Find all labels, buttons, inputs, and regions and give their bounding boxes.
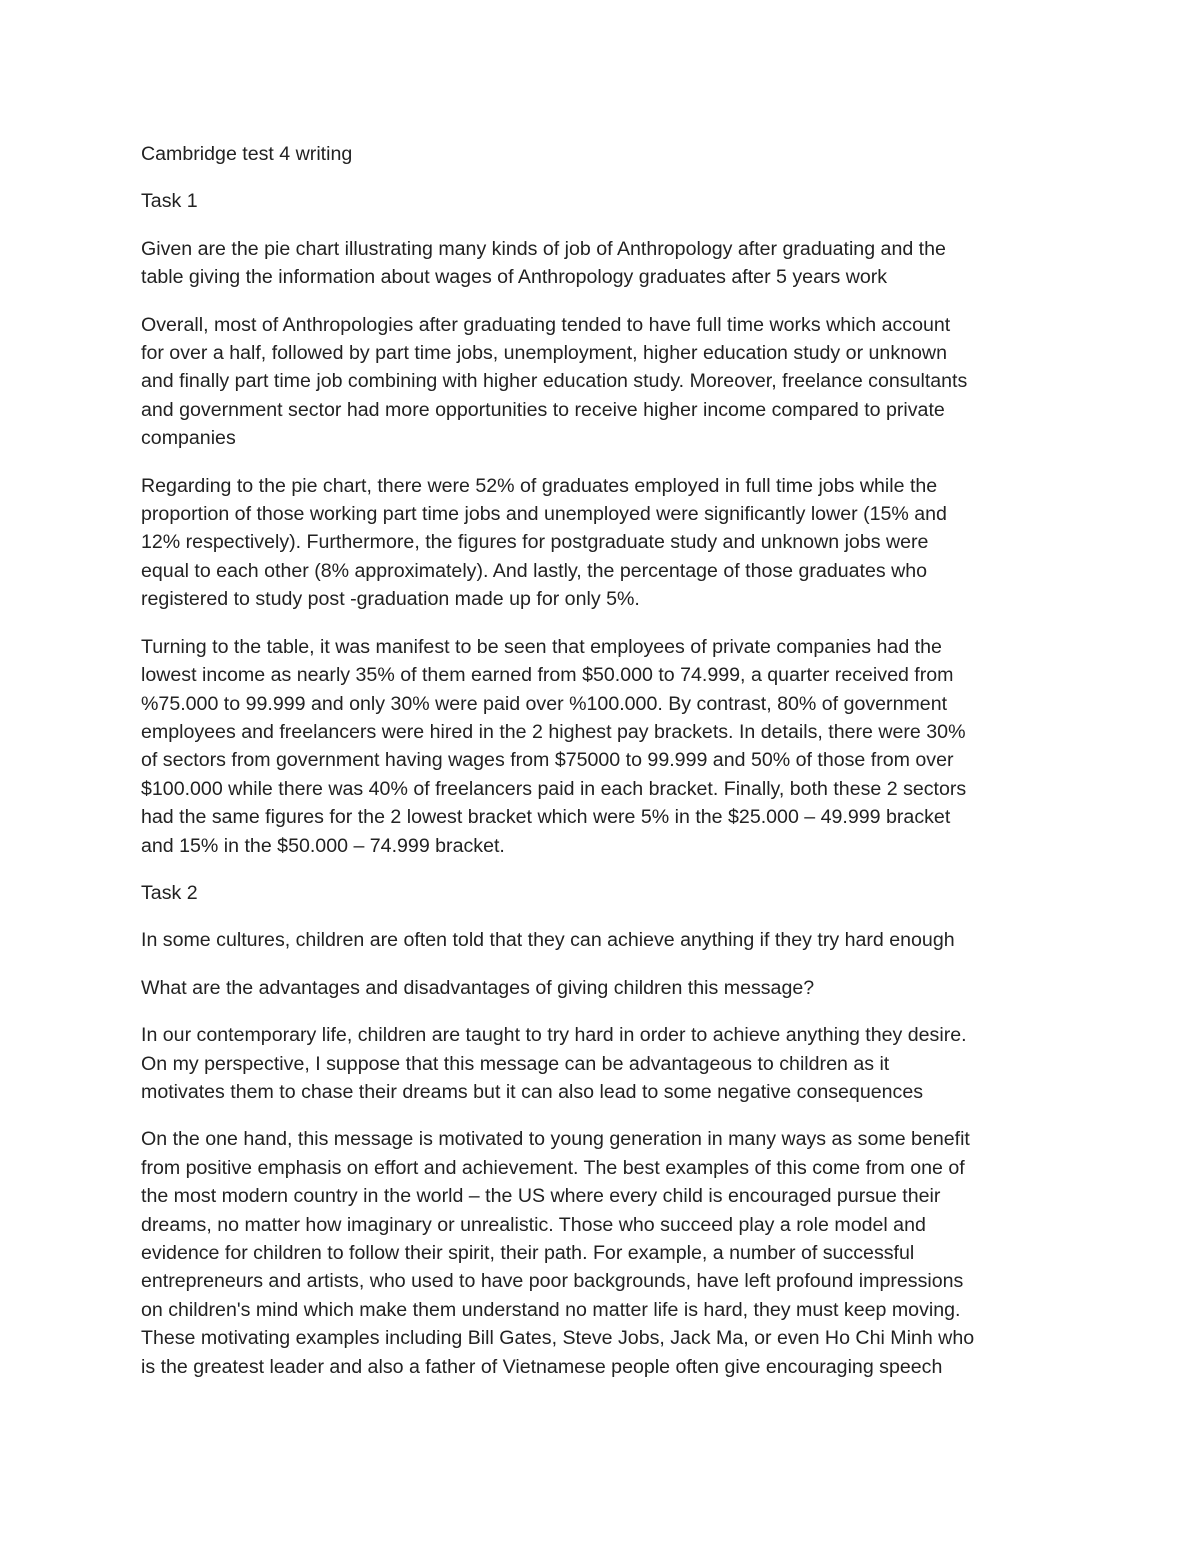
task2-heading bbox=[141, 879, 1071, 907]
task1-pie-paragraph bbox=[141, 472, 1071, 614]
text-line: evidence for children to follow their spirit, their path. For example, a number of successful bbox=[141, 1242, 915, 1264]
text-line: equal to each other (8% approximately). And lastly, the percentage of those graduates who bbox=[141, 559, 928, 582]
text-line: In some cultures, children are often told that they can achieve anything if they try hard enough bbox=[141, 929, 955, 952]
text-line: and 15% in the $50.000 – 74.999 bracket. bbox=[141, 834, 505, 857]
text-line: These motivating examples including Bill Gates, Steve Jobs, Jack Ma, or even Ho Chi Minh who bbox=[141, 1327, 975, 1350]
text-line: companies bbox=[141, 427, 236, 450]
text-line: Turning to the table, it was manifest to be seen that employees of private companies had the bbox=[141, 635, 942, 658]
text-line: $100.000 while there was 40% of freelancers paid in each bracket. Finally, both these 2 sectors bbox=[141, 777, 967, 800]
text-line: In our contemporary life, children are taught to try hard in order to achieve anything they desire. bbox=[141, 1024, 967, 1047]
text-line: Cambridge test 4 writing bbox=[141, 143, 353, 165]
text-line: motivates them to chase their dreams but it can also lead to some negative consequences bbox=[141, 1080, 924, 1103]
text-line: from positive emphasis on effort and achievement. The best examples of this come from one of bbox=[141, 1156, 965, 1179]
task1-overall-paragraph bbox=[141, 311, 1071, 453]
text-line: table giving the information about wages of Anthropology graduates after 5 years work bbox=[141, 266, 888, 289]
document-title bbox=[141, 140, 1071, 168]
text-line: 12% respectively). Furthermore, the figures for postgraduate study and unknown jobs were bbox=[141, 531, 929, 554]
text-line: of sectors from government having wages from $75000 to 99.999 and 50% of those from over bbox=[141, 749, 954, 772]
text-line: On my perspective, I suppose that this message can be advantageous to children as it bbox=[141, 1052, 890, 1075]
text-line: %75.000 to 99.999 and only 30% were paid over %100.000. By contrast, 80% of government bbox=[141, 692, 948, 715]
task2-body1-paragraph bbox=[141, 1125, 1071, 1381]
task1-heading bbox=[141, 187, 1071, 215]
text-line: is the greatest leader and also a father of Vietnamese people often give encouraging speech bbox=[141, 1355, 943, 1378]
task2-question bbox=[141, 974, 1071, 1002]
text-line: Task 2 bbox=[141, 881, 198, 904]
task1-intro-paragraph bbox=[141, 235, 1071, 292]
text-line: entrepreneurs and artists, who used to have poor backgrounds, have left profound impressions bbox=[141, 1270, 964, 1293]
text-line: On the one hand, this message is motivated to young generation in many ways as some benefit bbox=[141, 1128, 970, 1151]
text-line: the most modern country in the world – the US where every child is encouraged pursue their bbox=[141, 1185, 941, 1208]
text-line: dreams, no matter how imaginary or unrealistic. Those who succeed play a role model and bbox=[141, 1213, 926, 1236]
text-line: employees and freelancers were hired in the 2 highest pay brackets. In details, there were 30% bbox=[141, 720, 966, 743]
text-line: What are the advantages and disadvantages of giving children this message? bbox=[141, 976, 815, 999]
task1-table-paragraph bbox=[141, 633, 1071, 860]
task2-intro-paragraph bbox=[141, 1021, 1071, 1106]
text-line: Regarding to the pie chart, there were 52% of graduates employed in full time jobs while the bbox=[141, 474, 938, 497]
text-line: on children's mind which make them understand no matter life is hard, they must keep moving. bbox=[141, 1298, 961, 1321]
text-line: and finally part time job combining with higher education study. Moreover, freelance consultants bbox=[141, 370, 968, 393]
text-line: proportion of those working part time jobs and unemployed were significantly lower (15% and bbox=[141, 503, 947, 526]
task2-prompt bbox=[141, 926, 1071, 954]
text-line: Overall, most of Anthropologies after graduating tended to have full time works which account bbox=[141, 313, 951, 336]
text-line: for over a half, followed by part time jobs, unemployment, higher education study or unknown bbox=[141, 342, 947, 365]
text-line: Task 1 bbox=[141, 190, 198, 213]
text-line: registered to study post -graduation made up for only 5%. bbox=[141, 588, 640, 611]
text-line: had the same figures for the 2 lowest bracket which were 5% in the $25.000 – 49.999 bracket bbox=[141, 806, 951, 829]
text-line: Given are the pie chart illustrating many kinds of job of Anthropology after graduating and the bbox=[141, 237, 946, 260]
document-body bbox=[141, 140, 1071, 1400]
text-line: lowest income as nearly 35% of them earned from $50.000 to 74.999, a quarter received from bbox=[141, 664, 954, 687]
text-line: and government sector had more opportunities to receive higher income compared to private bbox=[141, 398, 945, 421]
